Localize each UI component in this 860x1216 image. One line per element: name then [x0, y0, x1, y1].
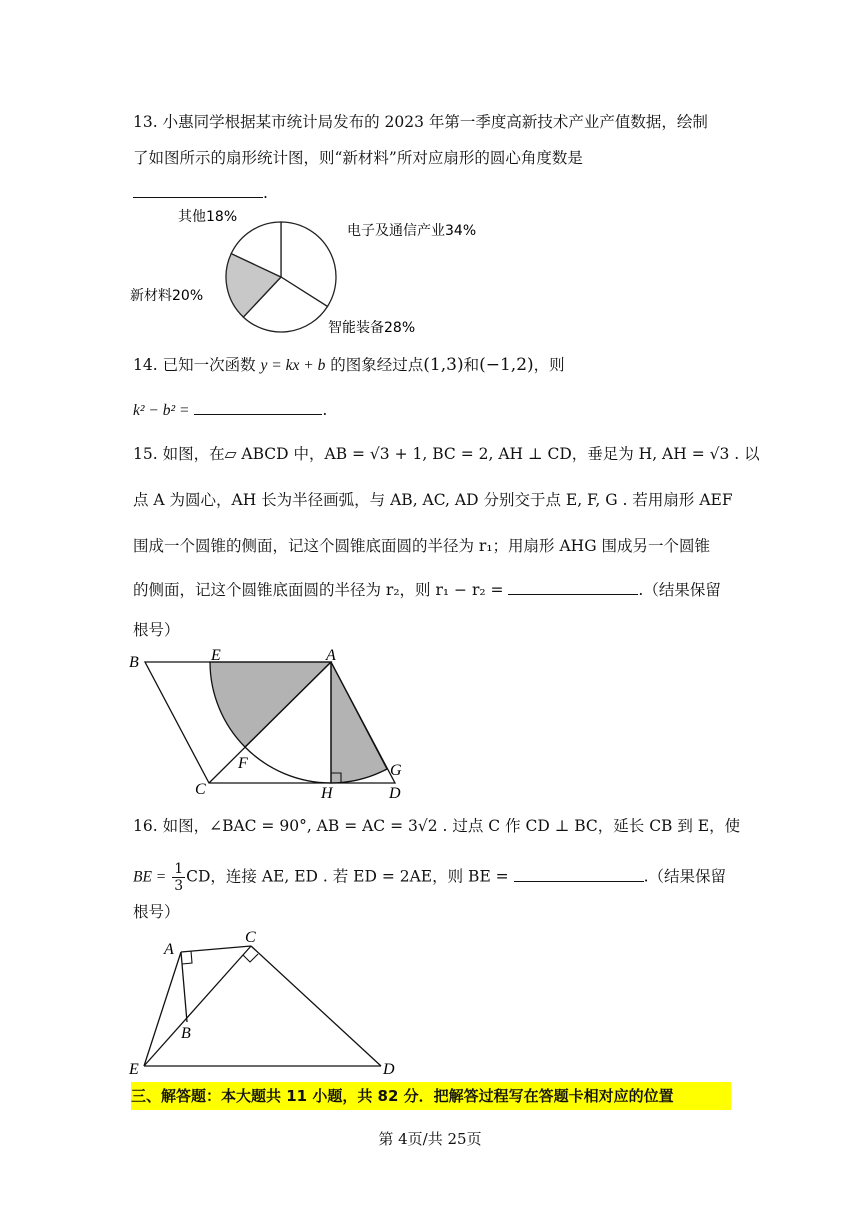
- pie-label-new-materials: 新材料20%: [130, 288, 204, 304]
- q14-point-1: (1,3): [423, 355, 464, 375]
- q15-text-line1: 15. 如图，在▱ ABCD 中，AB = √3 + 1, BC = 2, AH ⊥ CD，垂足为 H, AH = √3 . 以: [133, 445, 760, 463]
- q13-text-line2: 了如图所示的扇形统计图，则“新材料”所对应扇形的圆心角度数是: [133, 149, 583, 167]
- pie-label-electronics: 电子及通信产业34%: [347, 223, 477, 239]
- sector-AEF: [210, 662, 331, 747]
- q16-triangle-figure: [125, 930, 415, 1080]
- label-A: A: [326, 647, 336, 664]
- q14-text-line1: 14. 已知一次函数 y = kx + b 的图象经过点(1,3)和(−1,2)，则: [133, 355, 565, 375]
- pie-label-other: 其他18%: [178, 209, 238, 225]
- label-E: E: [211, 647, 221, 664]
- segment-AB: [181, 952, 187, 1022]
- label-B: B: [129, 654, 139, 671]
- q15-parallelogram-figure: [125, 643, 425, 803]
- q14-text-line2: k² − b² = .: [133, 401, 328, 419]
- q15-text-line2: 点 A 为圆心，AH 长为半径画弧，与 AB, AC, AD 分别交于点 E, F, G . 若用扇形 AEF: [133, 491, 733, 509]
- q14-formula: y = kx + b: [260, 357, 326, 374]
- q16-text-line1: 16. 如图，∠BAC = 90°, AB = AC = 3√2 . 过点 C 作 CD ⊥ BC，延长 CB 到 E，使: [133, 817, 741, 835]
- q15-text-line3: 围成一个圆锥的侧面，记这个圆锥底面圆的半径为 r₁；用扇形 AHG 围成另一个圆锥: [133, 537, 710, 555]
- q13-pie-chart: [125, 202, 505, 347]
- segment-CD: [251, 946, 381, 1066]
- label-H: H: [321, 785, 333, 802]
- page-number: 第 4页/共 25页: [378, 1130, 482, 1148]
- q14-point-2: (−1,2): [479, 355, 534, 375]
- segment-AE: [144, 952, 181, 1066]
- label-D: D: [389, 785, 401, 802]
- label-C: C: [195, 781, 206, 798]
- right-angle-mark-C: [243, 954, 258, 962]
- q13-answer-blank: [133, 183, 263, 198]
- pie-label-smart-equipment: 智能装备28%: [328, 320, 416, 336]
- q16-text-line2: BE = $\frac{1}{3}$ CD，连接 AE, ED . 若 ED = 2AE，则 BE = .（结果保留: [133, 861, 727, 894]
- pie-slices: [226, 222, 336, 332]
- q14-answer-blank: [194, 400, 322, 415]
- label-C: C: [245, 930, 256, 946]
- label-G: G: [390, 762, 402, 779]
- q15-text-line5: 根号）: [133, 621, 180, 639]
- q15-answer-blank: [508, 580, 638, 595]
- q15-text-line4: 的侧面，记这个圆锥底面圆的半径为 r₂，则 r₁ − r₂ = .（结果保留: [133, 581, 721, 599]
- q16-fraction: $\frac{1}{3}$: [174, 861, 184, 894]
- label-B: B: [181, 1025, 191, 1042]
- q16-answer-blank: [514, 867, 644, 882]
- sector-AHG: [331, 662, 387, 783]
- q16-text-line3: 根号）: [133, 903, 180, 921]
- label-A: A: [164, 941, 174, 958]
- label-E: E: [129, 1061, 139, 1078]
- arc-FH: [245, 747, 331, 783]
- q13-text-line1: 13. 小惠同学根据某市统计局发布的 2023 年第一季度高新技术产业产值数据，绘制: [133, 113, 708, 131]
- segment-EC: [144, 946, 251, 1066]
- right-angle-mark-A: [182, 951, 192, 964]
- label-D: D: [383, 1061, 395, 1078]
- section-heading: 三、解答题：本大题共 11 小题，共 82 分．把解答过程写在答题卡相对应的位置: [131, 1082, 731, 1110]
- label-F: F: [238, 755, 248, 772]
- q13-answer-line: .: [133, 183, 268, 203]
